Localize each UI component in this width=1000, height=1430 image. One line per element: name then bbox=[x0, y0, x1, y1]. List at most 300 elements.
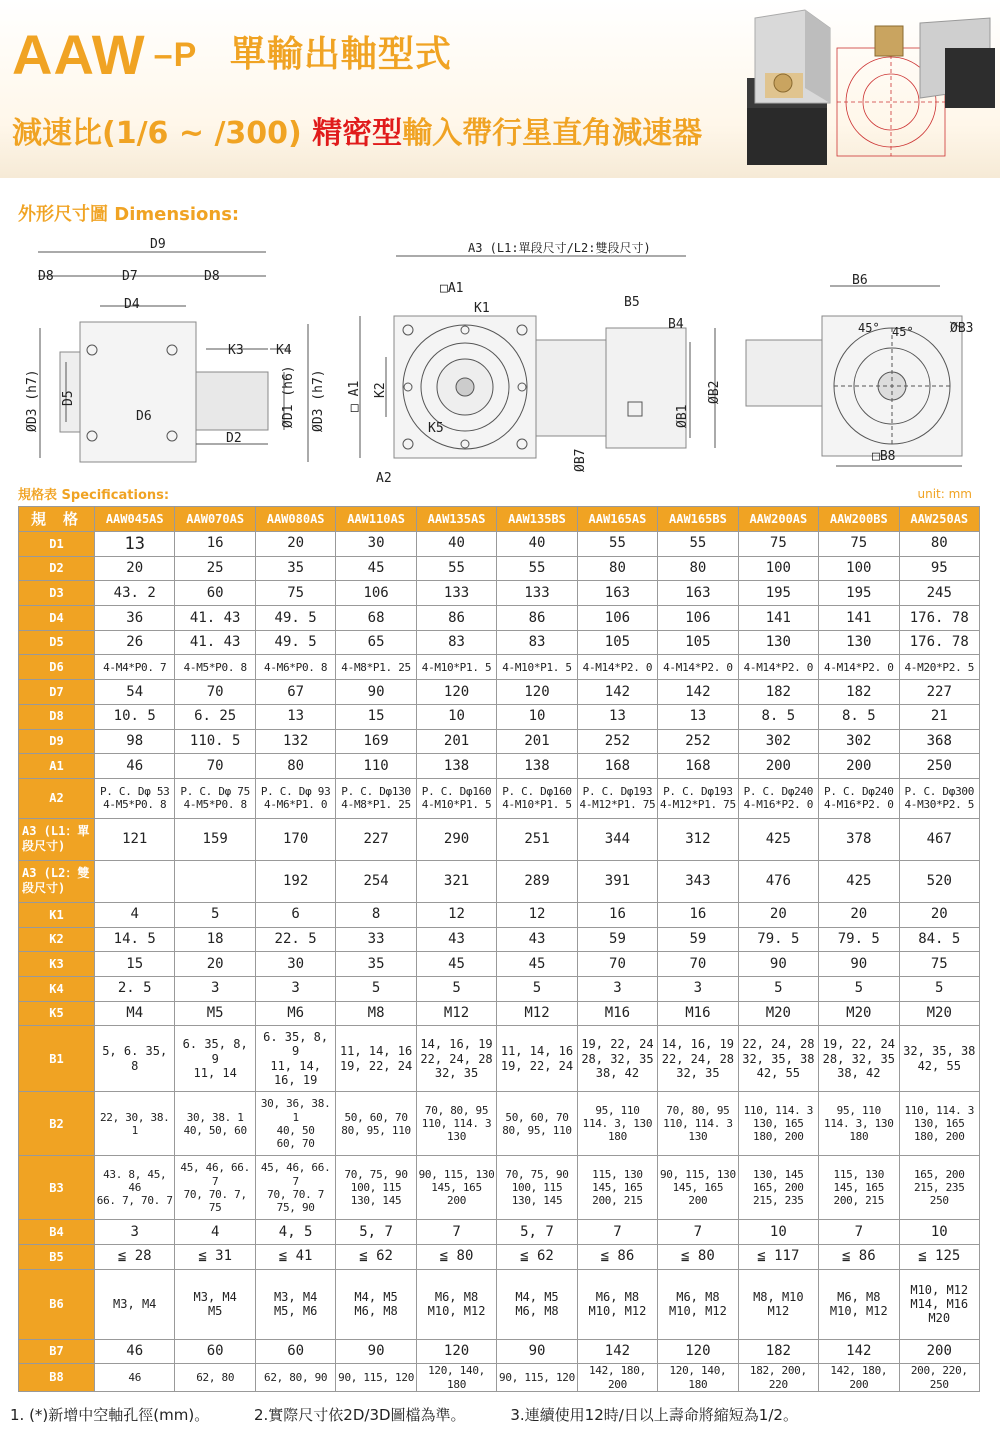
spec-cell: P. C. Dφ 75 4-M5*P0. 8 bbox=[175, 778, 255, 818]
spec-cell: M4 bbox=[95, 1001, 175, 1026]
spec-cell: 195 bbox=[819, 581, 899, 606]
side-view-drawing bbox=[38, 252, 308, 462]
label-k1: K1 bbox=[474, 301, 490, 316]
row-label: B7 bbox=[19, 1339, 95, 1364]
spec-cell: 5 bbox=[175, 902, 255, 927]
spec-cell: 45 bbox=[416, 952, 496, 977]
title-model: AAW bbox=[12, 23, 146, 86]
spec-cell: 4-M5*P0. 8 bbox=[175, 655, 255, 680]
spec-cell: 95, 110 114. 3, 130 180 bbox=[819, 1092, 899, 1156]
page-title bbox=[12, 22, 452, 87]
model-header: AAW135AS bbox=[416, 507, 496, 532]
header-banner bbox=[0, 0, 1000, 178]
label-angle-1: 45° bbox=[858, 321, 880, 335]
label-a1: □ A1 bbox=[347, 380, 362, 412]
spec-row bbox=[19, 630, 980, 655]
spec-cell: P. C. Dφ193 4-M12*P1. 75 bbox=[658, 778, 738, 818]
spec-cell: M8, M10 M12 bbox=[738, 1269, 818, 1339]
spec-cell: 45 bbox=[497, 952, 577, 977]
label-b3: ØB3 bbox=[950, 321, 974, 336]
spec-cell: 22, 24, 28 32, 35, 38 42, 55 bbox=[738, 1026, 818, 1092]
spec-cell: 14, 16, 19 22, 24, 28 32, 35 bbox=[658, 1026, 738, 1092]
spec-cell: 120, 140, 180 bbox=[416, 1364, 496, 1391]
label-k4: K4 bbox=[276, 343, 292, 358]
spec-cell: 7 bbox=[416, 1220, 496, 1245]
label-k5: K5 bbox=[428, 421, 444, 436]
spec-cell: 5 bbox=[336, 976, 416, 1001]
spec-cell: 90 bbox=[738, 952, 818, 977]
row-label: A3 (L2：雙段尺寸) bbox=[19, 860, 95, 902]
spec-cell: 195 bbox=[738, 581, 818, 606]
spec-cell: 20 bbox=[819, 902, 899, 927]
label-d2: D2 bbox=[226, 431, 242, 446]
spec-cell: 142, 180, 200 bbox=[819, 1364, 899, 1391]
spec-cell: 115, 130 145, 165 200, 215 bbox=[577, 1156, 657, 1220]
spec-cell: 20 bbox=[738, 902, 818, 927]
spec-cell: 60 bbox=[255, 1339, 335, 1364]
label-d7: D7 bbox=[122, 269, 138, 284]
label-b2: ØB2 bbox=[707, 380, 722, 404]
spec-row bbox=[19, 1220, 980, 1245]
row-label: D4 bbox=[19, 606, 95, 631]
spec-row bbox=[19, 556, 980, 581]
dimensions-title: 外形尺寸圖 Dimensions: bbox=[18, 204, 240, 225]
spec-cell: ≦ 86 bbox=[577, 1245, 657, 1270]
spec-cell: 59 bbox=[658, 927, 738, 952]
spec-cell: 43 bbox=[497, 927, 577, 952]
row-label: A3 (L1：單段尺寸) bbox=[19, 818, 95, 860]
spec-cell: 105 bbox=[577, 630, 657, 655]
spec-row bbox=[19, 1245, 980, 1270]
page-subtitle bbox=[12, 108, 702, 152]
spec-cell: 3 bbox=[95, 1220, 175, 1245]
spec-cell: 55 bbox=[577, 532, 657, 557]
spec-cell: 520 bbox=[899, 860, 979, 902]
spec-cell: 201 bbox=[497, 729, 577, 754]
spec-header-row bbox=[19, 507, 980, 532]
spec-cell: 106 bbox=[577, 606, 657, 631]
spec-cell: 43 bbox=[416, 927, 496, 952]
spec-cell: 343 bbox=[658, 860, 738, 902]
spec-cell: 90, 115, 120 bbox=[336, 1364, 416, 1391]
spec-cell: 90 bbox=[336, 1339, 416, 1364]
note-3: 3.連續使用12時/日以上壽命將縮短為1/2。 bbox=[510, 1406, 798, 1424]
spec-cell: 16 bbox=[577, 902, 657, 927]
spec-cell: 50, 60, 70 80, 95, 110 bbox=[497, 1092, 577, 1156]
spec-cell: 67 bbox=[255, 680, 335, 705]
label-b1: ØB1 bbox=[675, 404, 690, 428]
spec-cell: 130 bbox=[819, 630, 899, 655]
spec-cell: M6, M8 M10, M12 bbox=[416, 1269, 496, 1339]
spec-cell: 33 bbox=[336, 927, 416, 952]
spec-cell: M20 bbox=[738, 1001, 818, 1026]
label-b8: □B8 bbox=[872, 449, 896, 464]
spec-cell: 192 bbox=[255, 860, 335, 902]
spec-cell: 10. 5 bbox=[95, 704, 175, 729]
spec-cell: 83 bbox=[497, 630, 577, 655]
spec-cell: 90 bbox=[819, 952, 899, 977]
spec-cell: 43. 2 bbox=[95, 581, 175, 606]
spec-cell: 165, 200 215, 235 250 bbox=[899, 1156, 979, 1220]
row-label: D2 bbox=[19, 556, 95, 581]
spec-cell: 159 bbox=[175, 818, 255, 860]
spec-cell: 200 bbox=[738, 754, 818, 779]
spec-row bbox=[19, 778, 980, 818]
label-b7: ØB7 bbox=[573, 448, 588, 472]
spec-cell: P. C. Dφ240 4-M16*P2. 0 bbox=[738, 778, 818, 818]
spec-cell: 60 bbox=[175, 1339, 255, 1364]
spec-cell: 2. 5 bbox=[95, 976, 175, 1001]
spec-cell: 6. 25 bbox=[175, 704, 255, 729]
row-label: D3 bbox=[19, 581, 95, 606]
spec-cell: 49. 5 bbox=[255, 606, 335, 631]
spec-cell: ≦ 41 bbox=[255, 1245, 335, 1270]
spec-cell: 201 bbox=[416, 729, 496, 754]
footnotes bbox=[10, 1404, 1000, 1425]
spec-cell: 12 bbox=[416, 902, 496, 927]
spec-cell: 41. 43 bbox=[175, 630, 255, 655]
spec-cell: 391 bbox=[577, 860, 657, 902]
spec-cell: M3, M4 M5 bbox=[175, 1269, 255, 1339]
spec-cell: 4-M20*P2. 5 bbox=[899, 655, 979, 680]
front-view-drawing bbox=[360, 256, 715, 458]
title-suffix: –P bbox=[153, 36, 198, 74]
spec-cell: 7 bbox=[819, 1220, 899, 1245]
spec-cell: 245 bbox=[899, 581, 979, 606]
row-label: A1 bbox=[19, 754, 95, 779]
spec-cell: 254 bbox=[336, 860, 416, 902]
spec-cell: P. C. Dφ160 4-M10*P1. 5 bbox=[416, 778, 496, 818]
spec-cell: M12 bbox=[497, 1001, 577, 1026]
spec-cell: 15 bbox=[95, 952, 175, 977]
spec-cell: 59 bbox=[577, 927, 657, 952]
spec-cell: 41. 43 bbox=[175, 606, 255, 631]
spec-cell: 302 bbox=[819, 729, 899, 754]
spec-cell: 344 bbox=[577, 818, 657, 860]
spec-cell: 13 bbox=[658, 704, 738, 729]
spec-cell: 250 bbox=[899, 754, 979, 779]
spec-cell: 110 bbox=[336, 754, 416, 779]
spec-cell: 19, 22, 24 28, 32, 35 38, 42 bbox=[577, 1026, 657, 1092]
spec-cell: 169 bbox=[336, 729, 416, 754]
spec-cell: 289 bbox=[497, 860, 577, 902]
spec-cell: 100 bbox=[819, 556, 899, 581]
spec-cell: 18 bbox=[175, 927, 255, 952]
model-header: AAW045AS bbox=[95, 507, 175, 532]
spec-cell: 120 bbox=[497, 680, 577, 705]
model-header: AAW070AS bbox=[175, 507, 255, 532]
spec-row bbox=[19, 754, 980, 779]
spec-cell: 46 bbox=[95, 1339, 175, 1364]
spec-cell: 70, 75, 90 100, 115 130, 145 bbox=[336, 1156, 416, 1220]
spec-row bbox=[19, 1269, 980, 1339]
model-header: AAW165BS bbox=[658, 507, 738, 532]
row-label: B8 bbox=[19, 1364, 95, 1391]
spec-row bbox=[19, 581, 980, 606]
spec-cell: 8. 5 bbox=[819, 704, 899, 729]
label-a3: A3 (L1:單段尺寸/L2:雙段尺寸) bbox=[468, 241, 651, 255]
label-angle-2: 45° bbox=[892, 325, 914, 339]
spec-cell: 163 bbox=[658, 581, 738, 606]
row-label: D5 bbox=[19, 630, 95, 655]
spec-cell: 70 bbox=[175, 754, 255, 779]
dimension-drawings bbox=[0, 232, 1000, 492]
row-label: B2 bbox=[19, 1092, 95, 1156]
spec-cell: M5 bbox=[175, 1001, 255, 1026]
spec-cell: 60 bbox=[175, 581, 255, 606]
spec-cell: 62, 80 bbox=[175, 1364, 255, 1391]
spec-cell: 4-M8*P1. 25 bbox=[336, 655, 416, 680]
row-label: A2 bbox=[19, 778, 95, 818]
spec-cell: M16 bbox=[577, 1001, 657, 1026]
spec-cell: 46 bbox=[95, 754, 175, 779]
spec-cell: 378 bbox=[819, 818, 899, 860]
spec-cell: ≦ 28 bbox=[95, 1245, 175, 1270]
label-b4: B4 bbox=[668, 317, 684, 332]
spec-table bbox=[18, 506, 980, 1392]
spec-cell: 45, 46, 66. 7 70, 70. 7, 75 bbox=[175, 1156, 255, 1220]
row-label: B1 bbox=[19, 1026, 95, 1092]
spec-cell: 142 bbox=[819, 1339, 899, 1364]
spec-cell: 312 bbox=[658, 818, 738, 860]
spec-cell: 100 bbox=[738, 556, 818, 581]
row-label: D6 bbox=[19, 655, 95, 680]
spec-cell: 90, 115, 130 145, 165 200 bbox=[658, 1156, 738, 1220]
spec-cell: 182, 200, 220 bbox=[738, 1364, 818, 1391]
product-photo-image bbox=[745, 8, 995, 168]
spec-row bbox=[19, 1026, 980, 1092]
spec-cell: ≦ 80 bbox=[658, 1245, 738, 1270]
spec-cell: M6, M8 M10, M12 bbox=[658, 1269, 738, 1339]
spec-cell: 105 bbox=[658, 630, 738, 655]
subtitle-rest: 輸入帶行星直角減速器 bbox=[402, 116, 703, 151]
spec-cell: M6, M8 M10, M12 bbox=[577, 1269, 657, 1339]
spec-row bbox=[19, 680, 980, 705]
spec-cell: 45, 46, 66. 7 70, 70. 7 75, 90 bbox=[255, 1156, 335, 1220]
spec-cell: ≦ 86 bbox=[819, 1245, 899, 1270]
spec-cell: 252 bbox=[577, 729, 657, 754]
spec-row bbox=[19, 532, 980, 557]
spec-cell: 5 bbox=[899, 976, 979, 1001]
spec-cell: 55 bbox=[416, 556, 496, 581]
spec-cell: 70, 80, 95 110, 114. 3 130 bbox=[658, 1092, 738, 1156]
spec-cell: 120 bbox=[416, 1339, 496, 1364]
spec-cell: 68 bbox=[336, 606, 416, 631]
spec-cell: 168 bbox=[577, 754, 657, 779]
spec-cell: 26 bbox=[95, 630, 175, 655]
label-b6: B6 bbox=[852, 273, 868, 288]
spec-cell: P. C. Dφ193 4-M12*P1. 75 bbox=[577, 778, 657, 818]
spec-cell: 6 bbox=[255, 902, 335, 927]
spec-cell: 4-M10*P1. 5 bbox=[416, 655, 496, 680]
model-header: AAW165AS bbox=[577, 507, 657, 532]
spec-cell: 200 bbox=[819, 754, 899, 779]
end-view-drawing bbox=[746, 286, 962, 466]
spec-row bbox=[19, 818, 980, 860]
spec-row bbox=[19, 902, 980, 927]
title-type: 單輸出軸型式 bbox=[229, 33, 452, 74]
spec-cell: 5, 6. 35, 8 bbox=[95, 1026, 175, 1092]
spec-cell: M3, M4 M5, M6 bbox=[255, 1269, 335, 1339]
spec-cell: 182 bbox=[738, 1339, 818, 1364]
spec-cell: 3 bbox=[255, 976, 335, 1001]
spec-cell: 80 bbox=[658, 556, 738, 581]
spec-cell: 70 bbox=[658, 952, 738, 977]
spec-cell: 35 bbox=[255, 556, 335, 581]
spec-cell: 50, 60, 70 80, 95, 110 bbox=[336, 1092, 416, 1156]
row-label: K4 bbox=[19, 976, 95, 1001]
spec-cell: ≦ 62 bbox=[497, 1245, 577, 1270]
spec-cell: 35 bbox=[336, 952, 416, 977]
spec-cell: 75 bbox=[819, 532, 899, 557]
spec-cell: 200, 220, 250 bbox=[899, 1364, 979, 1391]
spec-cell: 176. 78 bbox=[899, 630, 979, 655]
spec-cell: 30, 36, 38. 1 40, 50 60, 70 bbox=[255, 1092, 335, 1156]
spec-cell: 425 bbox=[819, 860, 899, 902]
spec-cell: P. C. Dφ300 4-M30*P2. 5 bbox=[899, 778, 979, 818]
spec-cell: 120, 140, 180 bbox=[658, 1364, 738, 1391]
spec-cell: 8. 5 bbox=[738, 704, 818, 729]
spec-cell: 83 bbox=[416, 630, 496, 655]
spec-cell: 36 bbox=[95, 606, 175, 631]
spec-cell: 5 bbox=[819, 976, 899, 1001]
spec-cell: 106 bbox=[658, 606, 738, 631]
spec-cell: 110, 114. 3 130, 165 180, 200 bbox=[738, 1092, 818, 1156]
spec-cell: 10 bbox=[899, 1220, 979, 1245]
spec-cell: 40 bbox=[416, 532, 496, 557]
unit-label: unit: mm bbox=[917, 487, 972, 501]
spec-cell: 55 bbox=[497, 556, 577, 581]
spec-cell: ≦ 62 bbox=[336, 1245, 416, 1270]
spec-cell: 20 bbox=[255, 532, 335, 557]
spec-cell: P. C. Dφ240 4-M16*P2. 0 bbox=[819, 778, 899, 818]
spec-cell: 30 bbox=[255, 952, 335, 977]
spec-cell: 30, 38. 1 40, 50, 60 bbox=[175, 1092, 255, 1156]
row-label: K3 bbox=[19, 952, 95, 977]
spec-cell: 4-M10*P1. 5 bbox=[497, 655, 577, 680]
spec-cell: 75 bbox=[899, 952, 979, 977]
spec-cell: 168 bbox=[658, 754, 738, 779]
spec-cell: 30 bbox=[336, 532, 416, 557]
spec-cell: 4-M14*P2. 0 bbox=[658, 655, 738, 680]
spec-cell: 142, 180, 200 bbox=[577, 1364, 657, 1391]
spec-cell: 55 bbox=[658, 532, 738, 557]
row-label: D7 bbox=[19, 680, 95, 705]
spec-cell: 22. 5 bbox=[255, 927, 335, 952]
spec-cell: 4-M6*P0. 8 bbox=[255, 655, 335, 680]
spec-cell: 80 bbox=[255, 754, 335, 779]
spec-cell: M10, M12 M14, M16 M20 bbox=[899, 1269, 979, 1339]
spec-cell: 13 bbox=[95, 532, 175, 557]
spec-cell: P. C. Dφ160 4-M10*P1. 5 bbox=[497, 778, 577, 818]
spec-cell: 10 bbox=[738, 1220, 818, 1245]
label-k3: K3 bbox=[228, 343, 244, 358]
spec-corner: 規 格 bbox=[19, 507, 95, 532]
spec-cell: 40 bbox=[497, 532, 577, 557]
label-d6: D6 bbox=[136, 409, 152, 424]
spec-cell: 302 bbox=[738, 729, 818, 754]
spec-cell: 70 bbox=[577, 952, 657, 977]
spec-cell: P. C. Dφ 53 4-M5*P0. 8 bbox=[95, 778, 175, 818]
spec-cell: 32, 35, 38 42, 55 bbox=[899, 1026, 979, 1092]
spec-cell: 476 bbox=[738, 860, 818, 902]
spec-title: 規格表 Specifications: bbox=[18, 488, 170, 503]
spec-cell: 130, 145 165, 200 215, 235 bbox=[738, 1156, 818, 1220]
row-label: D8 bbox=[19, 704, 95, 729]
row-label: K5 bbox=[19, 1001, 95, 1026]
spec-cell: M12 bbox=[416, 1001, 496, 1026]
spec-row bbox=[19, 704, 980, 729]
spec-cell: 16 bbox=[658, 902, 738, 927]
spec-cell: 4, 5 bbox=[255, 1220, 335, 1245]
label-a2: A2 bbox=[376, 471, 392, 486]
model-header: AAW200AS bbox=[738, 507, 818, 532]
spec-cell: 15 bbox=[336, 704, 416, 729]
label-d3-h7-left: ØD3 (h7) bbox=[25, 369, 40, 432]
spec-cell: M8 bbox=[336, 1001, 416, 1026]
spec-cell: 120 bbox=[658, 1339, 738, 1364]
spec-cell: 19, 22, 24 28, 32, 35 38, 42 bbox=[819, 1026, 899, 1092]
spec-cell bbox=[95, 860, 175, 902]
label-d8-left: D8 bbox=[38, 269, 54, 284]
spec-row bbox=[19, 606, 980, 631]
row-label: B5 bbox=[19, 1245, 95, 1270]
spec-cell: 138 bbox=[497, 754, 577, 779]
spec-cell: ≦ 31 bbox=[175, 1245, 255, 1270]
spec-row bbox=[19, 1001, 980, 1026]
spec-cell: 13 bbox=[577, 704, 657, 729]
spec-cell: 95, 110 114. 3, 130 180 bbox=[577, 1092, 657, 1156]
spec-cell: 16 bbox=[175, 532, 255, 557]
spec-cell: 4 bbox=[95, 902, 175, 927]
spec-cell: 13 bbox=[255, 704, 335, 729]
spec-cell: 20 bbox=[899, 902, 979, 927]
spec-cell: 75 bbox=[738, 532, 818, 557]
spec-row bbox=[19, 1364, 980, 1391]
spec-cell: 86 bbox=[416, 606, 496, 631]
spec-row bbox=[19, 1092, 980, 1156]
spec-cell: M20 bbox=[899, 1001, 979, 1026]
spec-cell: 10 bbox=[416, 704, 496, 729]
label-d1-h6: ØD1 (h6) bbox=[281, 365, 296, 428]
spec-cell: 5 bbox=[738, 976, 818, 1001]
spec-cell: 200 bbox=[899, 1339, 979, 1364]
spec-cell: 142 bbox=[658, 680, 738, 705]
row-label: D1 bbox=[19, 532, 95, 557]
spec-cell: 25 bbox=[175, 556, 255, 581]
spec-cell: 20 bbox=[175, 952, 255, 977]
spec-cell: 80 bbox=[577, 556, 657, 581]
spec-cell: 5, 7 bbox=[497, 1220, 577, 1245]
spec-cell: 95 bbox=[899, 556, 979, 581]
spec-cell: 90 bbox=[336, 680, 416, 705]
spec-cell: 98 bbox=[95, 729, 175, 754]
spec-cell: 8 bbox=[336, 902, 416, 927]
spec-cell: 20 bbox=[95, 556, 175, 581]
spec-cell: 49. 5 bbox=[255, 630, 335, 655]
spec-cell: 43. 8, 45, 46 66. 7, 70. 7 bbox=[95, 1156, 175, 1220]
spec-cell: 133 bbox=[416, 581, 496, 606]
spec-cell: 7 bbox=[658, 1220, 738, 1245]
spec-row bbox=[19, 655, 980, 680]
spec-cell: 141 bbox=[819, 606, 899, 631]
spec-cell: 84. 5 bbox=[899, 927, 979, 952]
spec-row bbox=[19, 1156, 980, 1220]
spec-cell: 227 bbox=[336, 818, 416, 860]
spec-cell: M4, M5 M6, M8 bbox=[497, 1269, 577, 1339]
spec-cell: 6. 35, 8, 9 11, 14, 16, 19 bbox=[255, 1026, 335, 1092]
spec-row bbox=[19, 1339, 980, 1364]
